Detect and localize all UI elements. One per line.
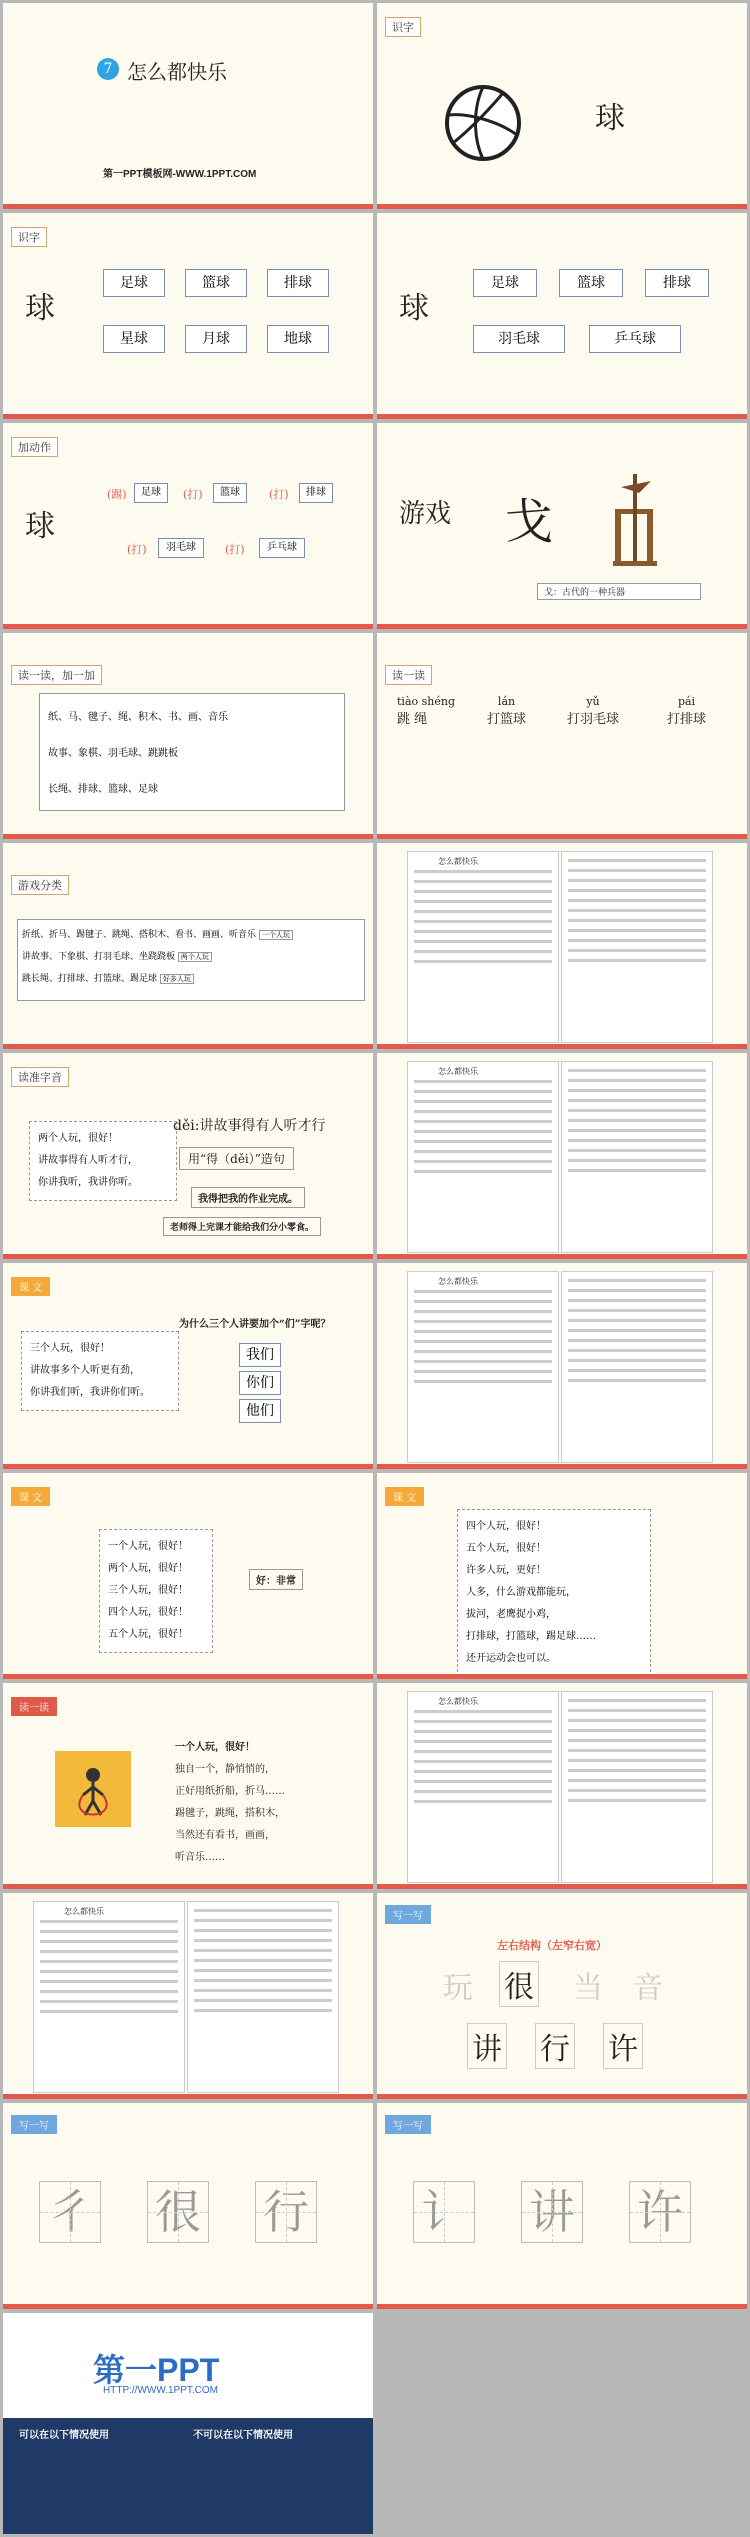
slide-bottom-bar — [3, 1254, 373, 1259]
textbook-page-left: 怎么都快乐 — [407, 851, 559, 1043]
word-card: 足球 — [134, 483, 168, 503]
word-list-box — [39, 693, 345, 811]
slide-22 — [377, 2103, 747, 2309]
slide-bottom-bar — [377, 2094, 747, 2099]
word-card: 篮球 — [213, 483, 247, 503]
question: 为什么三个人讲要加个“们”字呢？ — [179, 1319, 331, 1330]
slide-bottom-bar — [3, 834, 373, 839]
char: 许 — [603, 2023, 643, 2069]
lesson-title: 怎么都快乐 — [127, 60, 227, 84]
definition-note: 戈：古代的一种兵器 — [537, 583, 701, 600]
definition-note: 好：非常 — [249, 1569, 303, 1590]
footer-can-heading: 可以在以下情况使用 — [19, 2430, 109, 2441]
word-line: 长绳、排球、篮球、足球 — [48, 784, 158, 795]
halberd-icon — [611, 469, 661, 569]
slide-tag: 加动作 — [11, 437, 58, 457]
word-card: 乒乓球 — [259, 538, 305, 558]
word-card: 乒乓球 — [589, 325, 681, 353]
slide-bottom-bar — [3, 414, 373, 419]
word-card: 篮球 — [185, 269, 247, 297]
slide-bottom-bar — [3, 1044, 373, 1049]
slide-9 — [3, 843, 373, 1049]
category-line: 讲故事、下象棋、打羽毛球、坐跷跷板 两个人玩 — [22, 946, 360, 968]
textbook-page-right — [561, 1271, 713, 1463]
writing-grid: 行 — [255, 2181, 317, 2243]
slide-5 — [3, 423, 373, 629]
slide-tag: 读一读 — [385, 665, 432, 685]
slide-bottom-bar — [3, 1674, 373, 1679]
textbook-page-left: 怎么都快乐 — [407, 1691, 559, 1883]
textbook-page-right — [187, 1901, 339, 2093]
slide-tag: 识字 — [385, 17, 421, 37]
word-card: 羽毛球 — [158, 538, 204, 558]
category-line: 折纸、折马、踢毽子、跳绳、搭积木、看书、画画、听音乐 一个人玩 — [22, 924, 360, 946]
slide-3 — [3, 213, 373, 419]
slide-12 — [377, 1053, 747, 1259]
writing-grid: 许 — [629, 2181, 691, 2243]
word-card: 地球 — [267, 325, 329, 353]
reading-item — [667, 695, 706, 727]
writing-grid: 很 — [147, 2181, 209, 2243]
footer-url: HTTP://WWW.1PPT.COM — [103, 2385, 218, 2396]
slide-bottom-bar — [377, 1254, 747, 1259]
main-character: 球 — [595, 101, 625, 136]
slide-bottom-bar — [377, 834, 747, 839]
reading-item — [397, 695, 455, 727]
task-box: 用“得（děi）”造句 — [179, 1147, 294, 1170]
footer-cannot-heading: 不可以在以下情况使用 — [193, 2430, 293, 2441]
slide-bottom-bar — [377, 1674, 747, 1679]
word: 打排球 — [667, 712, 707, 727]
word-game: 游戏 — [399, 499, 452, 529]
word-card: 足球 — [473, 269, 537, 297]
slide-bottom-bar — [3, 624, 373, 629]
word-card: 篮球 — [559, 269, 623, 297]
word-card: 他们 — [239, 1399, 281, 1423]
textbook-page-left: 怎么都快乐 — [407, 1061, 559, 1253]
slide-bottom-bar — [377, 1044, 747, 1049]
slide-bottom-bar — [377, 624, 747, 629]
slide-8 — [377, 633, 747, 839]
char: 音 — [633, 1971, 663, 2006]
lesson-number-badge: 7 — [97, 58, 119, 80]
textbook-page-left: 怎么都快乐 — [33, 1901, 185, 2093]
slide-tag: 游戏分类 — [11, 875, 69, 895]
slide-bottom-bar — [3, 1884, 373, 1889]
textbook-page-left: 怎么都快乐 — [407, 1271, 559, 1463]
slide-bottom-bar — [3, 204, 373, 209]
slide-21 — [3, 2103, 373, 2309]
pinyin-sentence: děi:讲故事得有人听才行 — [173, 1118, 326, 1134]
slide-2 — [377, 3, 747, 209]
slide-tag: 写一写 — [11, 2115, 57, 2134]
slide-4 — [377, 213, 747, 419]
word: 跳 绳 — [397, 712, 428, 727]
word-line: 故事、象棋、羽毛球、跳跳板 — [48, 748, 178, 759]
slide-13 — [3, 1263, 373, 1469]
char: 当 — [573, 1971, 603, 2006]
slide-tag: 读一读 — [11, 1697, 57, 1716]
word-card: 我们 — [239, 1343, 281, 1367]
word: 打羽毛球 — [567, 712, 620, 727]
word-card: 星球 — [103, 325, 165, 353]
slide-11 — [3, 1053, 373, 1259]
main-character: 球 — [25, 509, 55, 544]
textbook-page-right — [561, 1691, 713, 1883]
slide-1 — [3, 3, 373, 209]
slide-17 — [3, 1683, 373, 1889]
word-line: 纸、马、毽子、绳、积木、书、画、音乐 — [48, 712, 228, 723]
ge-character: 戈 — [505, 494, 554, 550]
poem-box: 一个人玩，很好！ 两个人玩，很好！ 三个人玩，很好！ 四个人玩，很好！ 五个人玩，很好！ — [99, 1529, 213, 1653]
textbook-page-right — [561, 851, 713, 1043]
reading-item — [487, 695, 526, 727]
site-caption: 第一PPT模板网-WWW.1PPT.COM — [103, 169, 257, 180]
verb-label: (踢) — [107, 488, 127, 501]
writing-grid: 讲 — [521, 2181, 583, 2243]
example-sentence: 我得把我的作业完成。 — [191, 1187, 305, 1208]
word-card: 足球 — [103, 269, 165, 297]
category-box — [17, 919, 365, 1001]
reading-item — [567, 695, 619, 727]
slide-tag: 课 文 — [11, 1277, 50, 1296]
main-character: 球 — [399, 291, 429, 326]
slide-tag: 课 文 — [385, 1487, 424, 1506]
word-card: 你们 — [239, 1371, 281, 1395]
slide-bottom-bar — [3, 1464, 373, 1469]
slide-20 — [377, 1893, 747, 2099]
main-character: 球 — [25, 291, 55, 326]
word-card: 排球 — [645, 269, 709, 297]
writing-grid: 讠 — [413, 2181, 475, 2243]
word-card: 月球 — [185, 325, 247, 353]
slide-14 — [377, 1263, 747, 1469]
example-sentence: 老师得上完课才能给我们分小零食。 — [163, 1217, 321, 1236]
slide-bottom-bar — [377, 204, 747, 209]
verb-label: (打) — [269, 488, 289, 501]
child-jumprope-icon — [55, 1751, 131, 1827]
verb-label: (打) — [225, 543, 245, 556]
word-card: 排球 — [299, 483, 333, 503]
slide-18 — [377, 1683, 747, 1889]
slide-7 — [3, 633, 373, 839]
footer-info — [3, 2418, 373, 2534]
structure-label: 左右结构（左窄右宽） — [497, 1939, 607, 1952]
pinyin: yǔ — [586, 695, 600, 708]
slide-15 — [3, 1473, 373, 1679]
slide-bottom-bar — [377, 414, 747, 419]
word: 打篮球 — [487, 712, 527, 727]
word-card: 羽毛球 — [473, 325, 565, 353]
slide-tag: 课 文 — [11, 1487, 50, 1506]
slide-10 — [377, 843, 747, 1049]
char: 玩 — [443, 1971, 473, 2006]
category-line: 跳长绳、打排球、打篮球、踢足球 好多人玩 — [22, 968, 360, 990]
verb-label: (打) — [127, 543, 147, 556]
footer-logo: 第一PPT — [93, 2352, 220, 2388]
slide-tag: 识字 — [11, 227, 47, 247]
slide-tag: 写一写 — [385, 1905, 431, 1924]
word-card: 排球 — [267, 269, 329, 297]
char: 很 — [499, 1961, 539, 2007]
reading-text: 一个人玩，很好！ 独自一个，静悄悄的， 正好用纸折船，折马…… 踢毽子，跳绳，搭积木， 当然还有看书，画画， 听音乐…… — [175, 1742, 285, 1863]
pinyin: pái — [677, 695, 696, 708]
slide-19 — [3, 1893, 373, 2099]
poem-box: 三个人玩，很好！ 讲故事多个人听更有劲， 你讲我们听，我讲你们听。 — [21, 1331, 179, 1411]
slide-tag: 读一读，加一加 — [11, 665, 102, 685]
slide-bottom-bar — [377, 1464, 747, 1469]
footer-panel — [3, 2313, 373, 2534]
slide-tag: 写一写 — [385, 2115, 431, 2134]
slide-bottom-bar — [3, 2094, 373, 2099]
verb-label: (打) — [183, 488, 203, 501]
pinyin: lán — [497, 695, 516, 708]
volleyball-icon — [443, 83, 523, 163]
poem-box: 四个人玩，很好！ 五个人玩，很好！ 许多人玩，更好！ 人多，什么游戏都能玩， 拔河，老鹰捉小鸡， 打排球，打篮球，踢足球…… 还开运动会也可以。 — [457, 1509, 651, 1677]
slide-bottom-bar — [3, 2304, 373, 2309]
poem-box: 两个人玩，很好！ 讲故事得有人听才行， 你讲我听，我讲你听。 — [29, 1121, 177, 1201]
pinyin: tiào shéng — [397, 695, 455, 708]
slide-tag: 读准字音 — [11, 1067, 69, 1087]
textbook-page-right — [561, 1061, 713, 1253]
slide-16 — [377, 1473, 747, 1679]
slide-bottom-bar — [377, 2304, 747, 2309]
char: 讲 — [467, 2023, 507, 2069]
slide-6 — [377, 423, 747, 629]
char: 行 — [535, 2023, 575, 2069]
writing-grid: 彳 — [39, 2181, 101, 2243]
slide-bottom-bar — [377, 1884, 747, 1889]
